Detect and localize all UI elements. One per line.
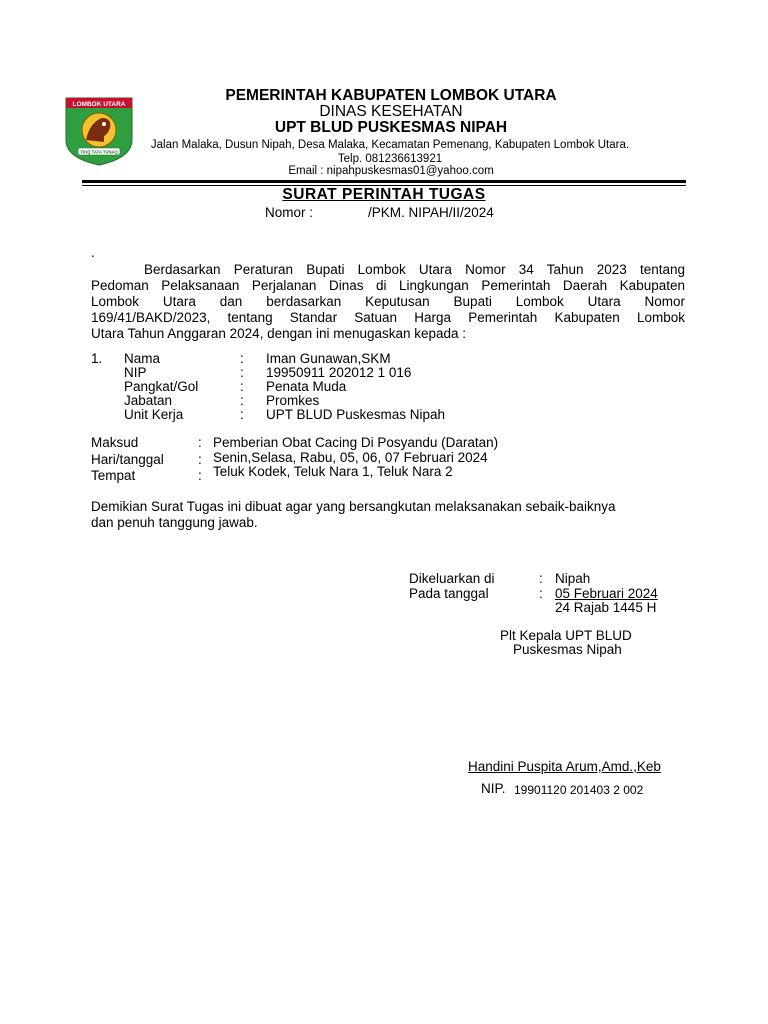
colon: : <box>198 435 202 450</box>
colon: : <box>539 586 543 601</box>
header-email: Email : nipahpuskesmas01@yahoo.com <box>288 165 494 177</box>
colon: : <box>240 379 244 394</box>
letter-title: SURAT PERINTAH TUGAS <box>282 186 486 203</box>
intro-paragraph <box>91 262 685 342</box>
header-government: PEMERINTAH KABUPATEN LOMBOK UTARA <box>225 87 557 104</box>
signer-name: Handini Puspita Arum,Amd.,Keb <box>468 759 661 774</box>
person-name-label: Nama <box>124 351 161 366</box>
signer-nip-value: 19901120 201403 2 002 <box>514 783 644 797</box>
header-institution: UPT BLUD PUSKESMAS NIPAH <box>274 119 508 136</box>
intro-line: Utara Tahun Anggaran 2024, dengan ini menugaskan kepada : <box>91 326 467 341</box>
signer-position-line-1: Plt Kepala UPT BLUD <box>500 628 632 643</box>
header-address: Jalan Malaka, Dusun Nipah, Desa Malaka, Kecamatan Pemenang, Kabupaten Lombok Utara. Telp. 081236613921 <box>150 139 630 165</box>
colon: : <box>539 571 543 586</box>
letter-number-label: Nomor : <box>265 205 314 220</box>
task-date-label: Hari/tanggal <box>91 452 164 467</box>
closing-line-1: Demikian Surat Tugas ini dibuat agar yang bersangkutan melaksanakan sebaik-baiknya <box>91 499 616 514</box>
issued-place-label: Dikeluarkan di <box>409 571 495 586</box>
person-position-label: Jabatan <box>124 393 173 408</box>
task-place-value: Teluk Kodek, Teluk Nara 1, Teluk Nara 2 <box>213 464 453 479</box>
task-purpose-label: Maksud <box>91 435 139 450</box>
intro-line: 169/41/BAKD/2023, tentang Standar Satuan Harga Pemerintah Kabupaten Lombok <box>91 310 685 325</box>
signer-nip-label: NIP. <box>481 781 506 796</box>
header-department: DINAS KESEHATAN <box>319 103 463 120</box>
person-rank-label: Pangkat/Gol <box>124 379 199 394</box>
issued-hijri-date: 24 Rajab 1445 H <box>555 600 657 615</box>
task-date-value: Senin,Selasa, Rabu, 05, 06, 07 Februari 2024 <box>213 450 488 465</box>
person-rank-value: Penata Muda <box>266 379 347 394</box>
person-unit-value: UPT BLUD Puskesmas Nipah <box>266 407 446 422</box>
task-place-label: Tempat <box>91 468 136 483</box>
colon: : <box>240 393 244 408</box>
task-purpose-value: Pemberian Obat Cacing Di Posyandu (Daratan) <box>213 435 499 450</box>
person-unit-label: Unit Kerja <box>124 407 184 422</box>
person-position-value: Promkes <box>266 393 320 408</box>
issued-date-value: 05 Februari 2024 <box>555 586 658 601</box>
colon: : <box>240 351 244 366</box>
colon: : <box>198 452 202 467</box>
person-nip-label: NIP <box>124 365 147 380</box>
logo-motto-text: TIOQ TATA TUNAQ <box>80 149 118 155</box>
letterhead-divider-thick <box>82 180 686 183</box>
intro-line: Lombok Utara dan berdasarkan Keputusan Bupati Lombok Utara Nomor <box>91 294 685 309</box>
colon: : <box>240 407 244 422</box>
intro-line: Berdasarkan Peraturan Bupati Lombok Utara Nomor 34 Tahun 2023 tentang <box>144 262 685 277</box>
person-nip-value: 19950911 202012 1 016 <box>266 365 412 380</box>
closing-line-2: dan penuh tanggung jawab. <box>91 515 258 530</box>
intro-line: Pedoman Pelaksanaan Perjalanan Dinas di Lingkungan Pemerintah Daerah Kabupaten <box>91 278 685 293</box>
issued-place-value: Nipah <box>555 571 591 586</box>
colon: : <box>240 365 244 380</box>
letter-number-value: /PKM. NIPAH/II/2024 <box>368 205 494 220</box>
stray-dot: . <box>91 245 95 260</box>
person-name-value: Iman Gunawan,SKM <box>266 351 391 366</box>
issued-date-label: Pada tanggal <box>409 586 489 601</box>
logo-banner-text: LOMBOK UTARA <box>72 101 126 108</box>
colon: : <box>198 468 202 483</box>
signer-position-line-2: Puskesmas Nipah <box>513 642 622 657</box>
person-number: 1. <box>91 351 103 366</box>
